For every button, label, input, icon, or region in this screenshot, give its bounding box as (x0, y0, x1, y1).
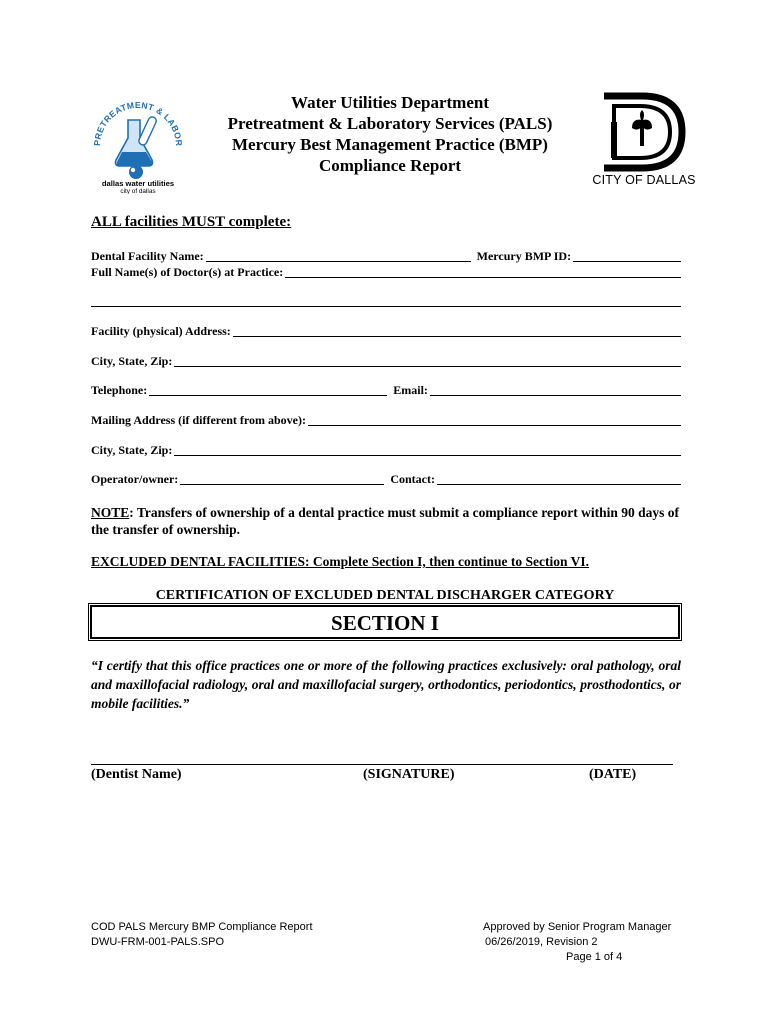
mailing-city-state-zip-row (91, 443, 681, 458)
pals-logo-sub1: dallas water utilities (101, 179, 175, 188)
city-state-zip-field[interactable] (174, 355, 681, 367)
address-label: Facility (physical) Address: (91, 324, 231, 338)
telephone-field[interactable] (149, 384, 387, 396)
dentist-name-label: (Dentist Name) (91, 767, 182, 782)
title-line-2: Pretreatment & Laboratory Services (PALS) (227, 114, 553, 133)
address-field[interactable] (233, 325, 681, 337)
mailing-address-field[interactable] (308, 414, 681, 426)
pals-logo-ring-text: PRETREATMENT & LABOR (91, 99, 185, 147)
email-label: Email: (393, 383, 428, 397)
document-title (200, 92, 580, 176)
title-line-3: Mercury Best Management Practice (BMP) (232, 135, 548, 154)
operator-field[interactable] (180, 473, 384, 485)
operator-contact-row (91, 472, 681, 487)
certification-heading: CERTIFICATION OF EXCLUDED DENTAL DISCHARGER CATEGORY (155, 588, 615, 603)
city-state-zip-label: City, State, Zip: (91, 354, 173, 368)
doctors-row (91, 265, 681, 280)
bmp-id-field[interactable] (573, 250, 681, 262)
telephone-label: Telephone: (91, 383, 148, 397)
bmp-id-label: Mercury BMP ID: (476, 249, 572, 263)
ownership-transfer-note (91, 504, 683, 538)
signature-line[interactable] (91, 764, 673, 765)
facility-name-row (91, 249, 681, 264)
footer-approved: Approved by Senior Program Manager (483, 921, 672, 933)
excluded-facilities-instruction: EXCLUDED DENTAL FACILITIES: Complete Section I, then continue to Section VI. (91, 554, 590, 569)
footer-revision: 06/26/2019, Revision 2 (485, 936, 598, 948)
all-facilities-heading: ALL facilities MUST complete: (91, 214, 292, 230)
section-title: SECTION I (331, 611, 439, 635)
note-text: : Transfers of ownership of a dental practice must submit a compliance report within 90 days of the transfer of ownership. (91, 505, 679, 537)
title-line-1: Water Utilities Department (291, 93, 489, 112)
doctors-label: Full Name(s) of Doctor(s) at Practice: (91, 265, 284, 279)
telephone-email-row (91, 383, 681, 398)
city-of-dallas-logo (598, 92, 688, 172)
city-of-dallas-caption: CITY OF DALLAS (592, 173, 696, 187)
mailing-city-state-zip-field[interactable] (174, 444, 681, 456)
address-row (91, 324, 681, 339)
footer-doc-title: COD PALS Mercury BMP Compliance Report (91, 921, 313, 933)
footer-doc-id: DWU-FRM-001-PALS.SPO (91, 936, 225, 948)
city-state-zip-row (91, 354, 681, 369)
mailing-city-state-zip-label: City, State, Zip: (91, 443, 173, 457)
doctors-field-continued[interactable] (91, 295, 681, 307)
signature-label: (SIGNATURE) (363, 767, 455, 782)
pals-logo (86, 90, 190, 194)
title-line-4: Compliance Report (318, 156, 462, 175)
mailing-address-label: Mailing Address (if different from above): (91, 413, 306, 427)
note-label: NOTE (91, 505, 130, 520)
mailing-address-row (91, 413, 681, 428)
footer-page-number: Page 1 of 4 (566, 951, 623, 963)
doctors-field[interactable] (285, 266, 681, 278)
pals-logo-sub2: city of dallas (120, 188, 156, 194)
operator-label: Operator/owner: (91, 472, 179, 486)
certification-statement: “I certify that this office practices one or more of the following practices exclusively: oral pathology, oral and maxillofacial radiology, oral and maxillofacial surgery, orthodontics, periodontics, prosthodontics, or mobile facilities.” (91, 658, 681, 711)
facility-name-label: Dental Facility Name: (91, 249, 204, 263)
doctors-continuation-row (91, 295, 681, 309)
date-label: (DATE) (589, 767, 637, 782)
contact-field[interactable] (437, 473, 681, 485)
email-field[interactable] (430, 384, 681, 396)
facility-name-field[interactable] (206, 250, 471, 262)
contact-label: Contact: (390, 472, 435, 486)
